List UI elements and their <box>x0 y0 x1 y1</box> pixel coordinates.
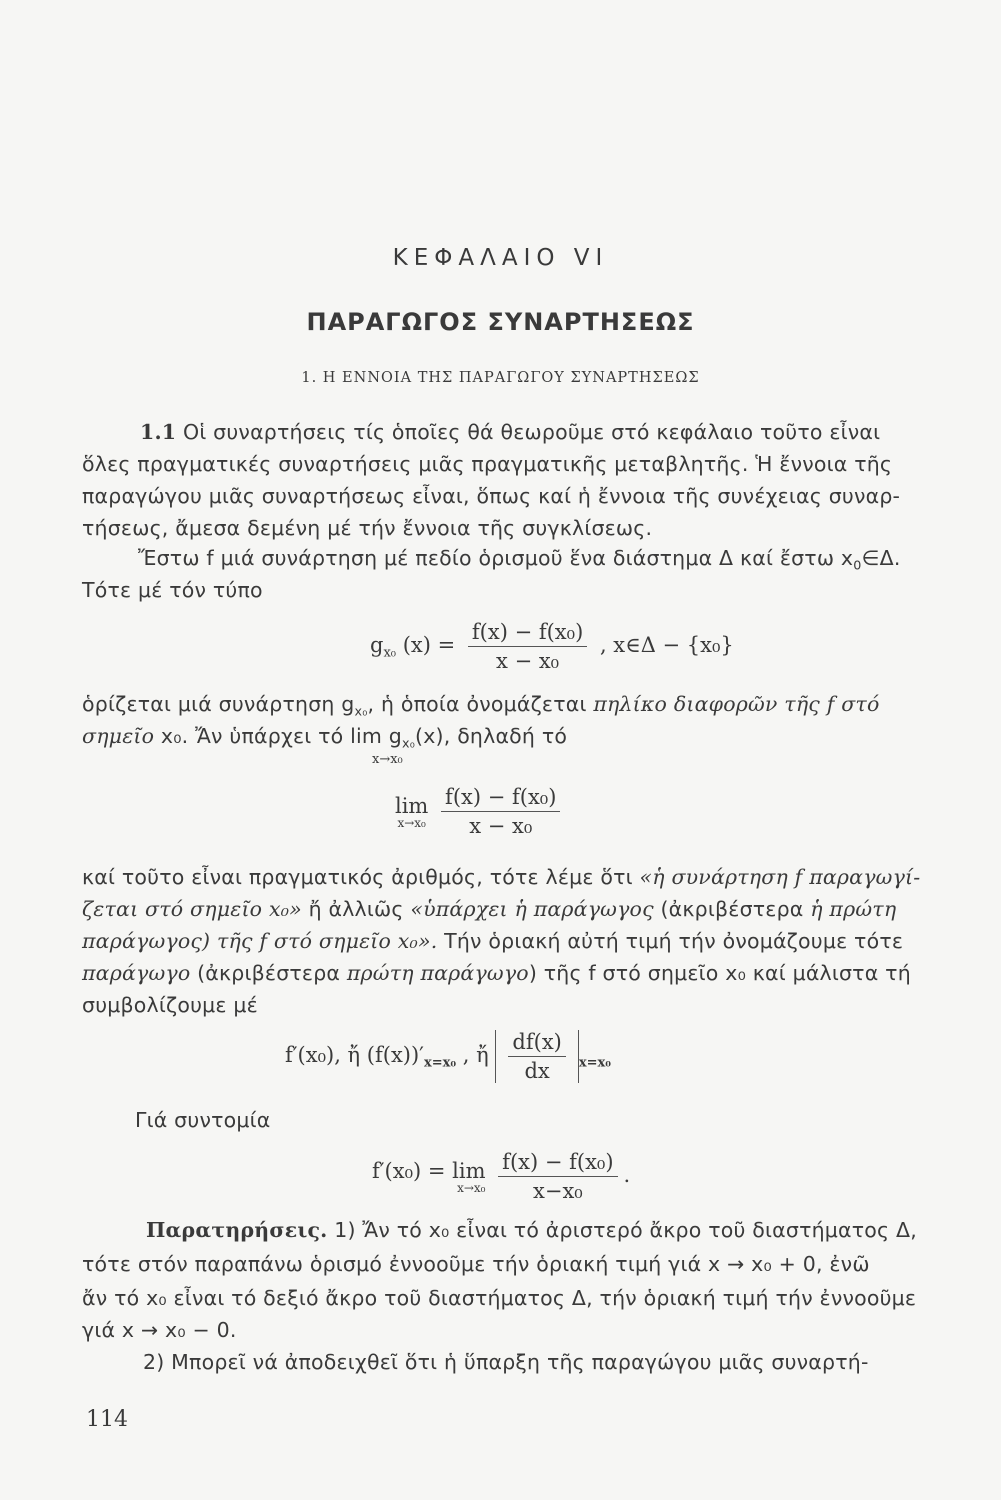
chapter-label: ΚΕΦΑΛΑΙΟ VI <box>392 245 609 271</box>
equation-derivative-definition <box>372 1150 630 1203</box>
eq3-sub-a: x=x₀ <box>423 1055 457 1071</box>
para1-line1 <box>140 420 880 444</box>
eq2-lim <box>395 794 428 830</box>
eq1-lhs-arg: (x) = <box>402 633 456 657</box>
page-number: 114 <box>86 1407 128 1432</box>
para3-lim-subscript: x→x₀ <box>372 752 403 767</box>
eq1-denominator: x − x₀ <box>496 649 560 673</box>
eq3-part-a: f′(x₀), ἤ (f(x))′ <box>285 1043 424 1067</box>
para4-text3: Τήν ὁριακή αὐτή τιμή τήν ὀνομάζουμε τότε <box>437 929 904 953</box>
eq3-fraction <box>508 1030 565 1083</box>
chapter-title: ΠΑΡΑΓΩΓΟΣ ΣΥΝΑΡΤΗΣΕΩΣ <box>306 308 695 336</box>
para4-italic4: ἡ πρώτη <box>810 897 897 921</box>
para4-line1 <box>82 865 920 889</box>
para2-line2: Τότε μέ τόν τύπο <box>82 578 263 602</box>
subsection-number: 1.1 <box>140 420 177 444</box>
eq2-denominator: x − x₀ <box>469 814 533 838</box>
para4-italic2: ζεται στό σημεῖο x₀» <box>82 897 302 921</box>
para4-text2b: (ἀκριβέστερα <box>653 897 811 921</box>
eq3-numerator: df(x) <box>508 1030 565 1057</box>
para2-line1: Ἔστω f μιά συνάρτηση μέ πεδίο ὁρισμοῦ ἕνα διάστημα Δ καί ἔστω $x_0\in\Delta$. <box>138 546 901 573</box>
para3-text2b: (x), δηλαδή τό <box>415 724 568 748</box>
equation-notation <box>285 1030 611 1083</box>
para3-line2: σημεῖο x₀. Ἄν ὑπάρχει τό $\lim g_{x_0}(x)$, δηλαδή τό <box>82 724 568 751</box>
para4-text4: (ἀκριβέστερα <box>190 961 347 985</box>
para4-italic5: παράγωγος) τῆς f στό σημεῖο x₀». <box>82 929 438 953</box>
eq1-fraction <box>468 620 587 673</box>
para4-italic3: «ὑπάρχει ἡ παράγωγος <box>410 897 654 921</box>
para4-text4b: ) τῆς f στό σημεῖο x₀ καί μάλιστα τή <box>528 961 911 985</box>
eq3-bracket <box>495 1030 578 1083</box>
eq1-numerator: f(x) − f(x₀) <box>468 620 587 647</box>
equation-difference-quotient: $g_{x_0}$ (x) = $\frac{\text{f(x) − f(x₀)}}{\text{x − x₀}}$ , x∈Δ − {x₀} <box>370 620 734 673</box>
para4-line3 <box>82 929 903 953</box>
eq3-denominator: dx <box>524 1059 550 1083</box>
equation-limit <box>395 785 566 838</box>
para4-line2 <box>82 897 896 921</box>
eq4-lhs-wrap <box>372 1159 485 1195</box>
eq1-domain: , x∈Δ − {x₀} <box>599 633 734 657</box>
remarks-line1 <box>146 1218 917 1242</box>
remarks-line2: τότε στόν παραπάνω ὁρισμό ἐννοοῦμε τήν ὁριακή τιμή γιά x → x₀ + 0, ἐνῶ <box>82 1252 870 1276</box>
section-title: 1. Η ΕΝΝΟΙΑ ΤΗΣ ΠΑΡΑΓΩΓΟΥ ΣΥΝΑΡΤΗΣΕΩΣ <box>301 370 700 386</box>
para2-text1: Ἔστω f μιά συνάρτηση μέ πεδίο ὁρισμοῦ ἕνα διάστημα Δ καί ἔστω x <box>138 546 854 570</box>
eq3-part-b: , ἤ <box>462 1043 489 1067</box>
eq4-end: . <box>623 1163 631 1187</box>
para2-text1b: ∈Δ. <box>861 546 901 570</box>
para3-text1: ὁρίζεται μιά συνάρτηση g <box>82 692 355 716</box>
para4-italic7: πρώτη παράγωγο <box>346 961 529 985</box>
remarks-line5: 2) Μπορεῖ νά ἀποδειχθεῖ ὅτι ἡ ὕπαρξη τῆς παραγώγου μιᾶς συναρτή- <box>143 1350 869 1374</box>
eq2-lim-sub: x→x₀ <box>397 815 426 830</box>
para4-italic6: παράγωγο <box>82 961 191 985</box>
para4-line4 <box>82 961 911 985</box>
para3-text2: x₀. Ἄν ὑπάρχει τό lim g <box>154 724 403 748</box>
remarks-line3: ἄν τό x₀ εἶναι τό δεξιό ἄκρο τοῦ διαστήματος Δ, τήν ὁριακή τιμή τήν ἐννοοῦμε <box>82 1286 917 1310</box>
para1-line4: τήσεως, ἄμεσα δεμένη μέ τήν ἔννοια τῆς συγκλίσεως. <box>82 516 653 540</box>
para4-text1: καί τοῦτο εἶναι πραγματικός ἀριθμός, τότε λέμε ὅτι <box>82 865 640 889</box>
para4-italic1: «ἡ συνάρτηση f παραγωγί- <box>639 865 921 889</box>
eq2-fraction <box>441 785 560 838</box>
para1-line3: παραγώγου μιᾶς συναρτήσεως εἶναι, ὅπως καί ἡ ἔννοια τῆς συνέχειας συναρ- <box>82 484 901 508</box>
para5-line1: Γιά συντομία <box>135 1108 271 1132</box>
eq3-sub-b: x=x₀ <box>578 1055 611 1071</box>
eq1-lhs: g <box>370 633 384 657</box>
para3-text1b: , ἡ ὁποία ὀνομάζεται <box>367 692 594 716</box>
eq4-fraction <box>498 1150 617 1203</box>
para3-line1: ὁρίζεται μιά συνάρτηση $g_{x_0}$, ἡ ὁποία ὀνομάζεται πηλίκο διαφορῶν τῆς f στό <box>82 692 880 719</box>
eq4-denominator: x−x₀ <box>533 1179 583 1203</box>
remarks-heading: Παρατηρήσεις. <box>146 1218 328 1242</box>
para1-text1: Οἱ συναρτήσεις τίς ὁποῖες θά θεωροῦμε στό κεφάλαιο τοῦτο εἶναι <box>182 420 881 444</box>
para4-text2: ἤ ἀλλιῶς <box>301 897 411 921</box>
para3-italic1: πηλίκο διαφορῶν τῆς f στό <box>593 692 880 716</box>
eq2-numerator: f(x) − f(x₀) <box>441 785 560 812</box>
eq4-numerator: f(x) − f(x₀) <box>498 1150 617 1177</box>
remarks-text1: 1) Ἄν τό x₀ εἶναι τό ἀριστερό ἄκρο τοῦ διαστήματος Δ, <box>327 1218 917 1242</box>
eq4-lhs: f′(x₀) = lim <box>372 1158 486 1183</box>
para4-line5: συμβολίζουμε μέ <box>82 993 258 1017</box>
remarks-line4: γιά x → x₀ − 0. <box>82 1318 237 1342</box>
eq2-lim-text: lim <box>395 793 429 818</box>
para1-line2: ὅλες πραγματικές συναρτήσεις μιᾶς πραγματικῆς μεταβλητῆς. Ἡ ἔννοια τῆς <box>82 452 893 476</box>
eq4-lim-sub: x→x₀ <box>457 1180 486 1195</box>
para3-italic2: σημεῖο <box>82 724 155 748</box>
